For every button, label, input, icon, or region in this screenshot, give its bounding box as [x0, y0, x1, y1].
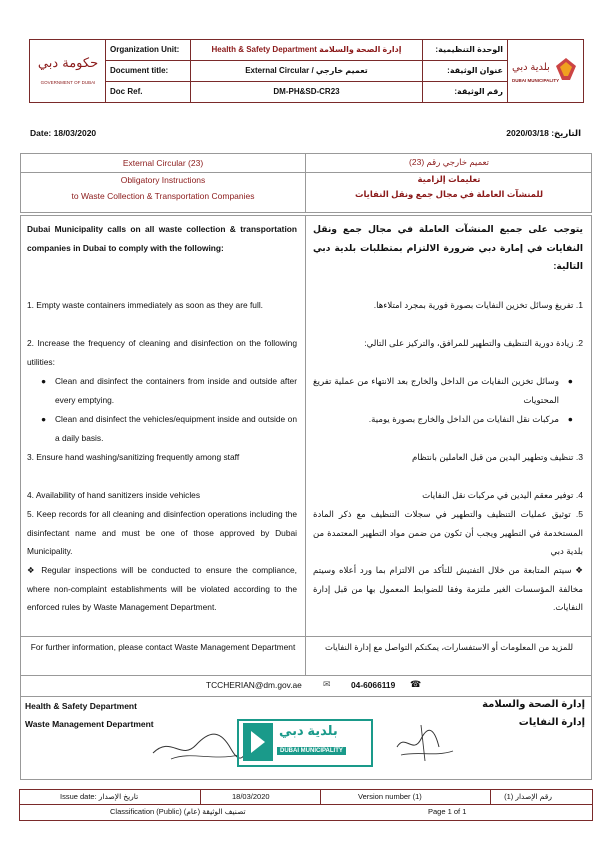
doc-title-label: Document title: [110, 66, 169, 75]
doc-ref-row [106, 82, 507, 102]
stamp-english: DUBAI MUNICIPALITY [277, 747, 346, 755]
phone-icon: ☎ [410, 679, 422, 689]
body-arabic-item4: 4. توفير معقم اليدين في مركبات نقل النفايات [422, 490, 583, 500]
signature-right [391, 721, 461, 765]
dept-arabic-health-safety: إدارة الصحة والسلامة [482, 699, 585, 710]
body-english-item4: 4. Availability of hand sanitizers inside vehicles [27, 490, 201, 500]
doc-title-row [106, 61, 507, 82]
body-english-item2a: ● Clean and disinfect the containers from inside and outside after every emptying. [27, 372, 297, 409]
title-arabic-line2: للمنشآت العاملة في مجال جمع ونقل النفايات [354, 189, 544, 199]
logo-left-english: GOVERNMENT OF DUBAI [40, 80, 96, 85]
government-of-dubai-logo [30, 40, 106, 102]
stamp-arabic: بلدية دبي [279, 723, 338, 738]
body-english-note: ❖ Regular inspections will be conducted to ensure the compliance, where non-complaint establishments will be violated according to the enforced rules by Waste Management Department. [27, 565, 297, 613]
footer-version-label: Version number (1) [358, 792, 422, 801]
bullet-icon: ● [41, 376, 47, 386]
doc-ref-value: DM-PH&SD-CR23 [273, 87, 340, 96]
date-arabic: التاريخ: 2020/03/18 [506, 128, 581, 138]
date-english: Date: 18/03/2020 [30, 128, 97, 138]
footer-issue-date-label: Issue date: تاريخ الإصدار [60, 792, 139, 801]
contact-row [20, 675, 592, 697]
contact-phone[interactable]: 04-6066119 [351, 680, 396, 690]
body-arabic-intro: يتوجب على جميع المنشآت العاملة في مجال جمع ونقل النفايات في إمارة دبي ضرورة الالتزام بمتطلبات بلدية دبي التالية: [313, 224, 583, 272]
footer-version-arabic: رقم الإصدار (1) [504, 792, 552, 801]
dept-english-health-safety: Health & Safety Department [25, 701, 137, 711]
body-arabic-item1: 1. تفريغ وسائل تخزين النفايات بصورة فورية بمجرد امتلاءها. [373, 300, 583, 310]
doc-title-value: External Circular / تعميم خارجي [245, 66, 368, 75]
body-english-item3: 3. Ensure hand washing/sanitizing frequently among staff [27, 452, 240, 462]
doc-title-arabic-label: عنوان الوثيقة: [447, 66, 503, 75]
further-info-arabic: للمزيد من المعلومات أو الاستفسارات، يمكنكم التواصل مع إدارة النفايات [324, 642, 574, 652]
logo-left-arabic: حكومة دبي [37, 56, 99, 71]
body-english-item2: 2. Increase the frequency of cleaning and disinfection on the following utilities: [27, 338, 297, 367]
bullet-icon: ● [567, 414, 573, 424]
org-unit-row [106, 40, 507, 61]
document-header [29, 39, 584, 103]
further-information [20, 636, 592, 676]
document-footer [19, 789, 593, 821]
title-english-circular: External Circular (23) [122, 158, 204, 168]
body-arabic-item2: 2. زيادة دورية التنظيف والتطهير للمرافق، والتركيز على التالي: [364, 338, 583, 348]
org-unit-value: Health & Safety Department إدارة الصحة والسلامة [211, 45, 402, 54]
body-arabic-item2b: ● مركبات نقل النفايات من الداخل والخارج بصورة يومية. [313, 410, 583, 429]
logo-right-english: DUBAI MUNICIPALITY [512, 78, 560, 83]
bullet-icon: ● [567, 376, 573, 386]
title-english [21, 154, 305, 212]
dept-arabic-waste: إدارة النفايات [518, 717, 585, 728]
title-arabic-line1: تعليمات إلزامية [417, 174, 481, 184]
logo-right-arabic: بلدية دبي [512, 62, 550, 73]
dm-emblem-icon [556, 58, 576, 80]
further-info-english: For further information, please contact Waste Management Department [30, 642, 296, 652]
title-arabic-circular: تعميم خارجي رقم (23) [409, 157, 489, 167]
body-arabic-item2a: ● وسائل تخزين النفايات من الداخل والخارج بعد الانتهاء من عملية تفريغ المحتويات [313, 372, 583, 409]
footer-page-number: Page 1 of 1 [428, 807, 467, 816]
title-english-line2: to Waste Collection & Transportation Companies [71, 191, 255, 201]
footer-issue-date-value: 18/03/2020 [232, 792, 270, 801]
footer-classification: Classification (Public) تصنيف الوثيقة (عام) [110, 807, 246, 816]
circular-title-box [20, 153, 592, 213]
org-unit-label: Organization Unit: [110, 45, 180, 54]
body-english-item2b: ● Clean and disinfect the vehicles/equipment inside and outside on a daily basis. [27, 410, 297, 447]
body-arabic-item3: 3. تنظيف وتطهير اليدين من قبل العاملين بانتظام [411, 452, 583, 462]
dubai-municipality-logo [507, 40, 583, 102]
signature-left [151, 725, 251, 765]
body-english-item5: 5. Keep records for all cleaning and disinfection operations including the disinfectant name and must be one of those approved by Dubai Municipality. [27, 509, 297, 557]
contact-email[interactable]: TCCHERIAN@dm.gov.ae [206, 680, 302, 690]
circular-body [20, 215, 592, 637]
dubai-municipality-stamp [237, 719, 373, 767]
mail-icon: ✉ [323, 679, 331, 689]
title-arabic [307, 154, 591, 212]
body-english-item1: 1. Empty waste containers immediately as soon as they are full. [27, 300, 264, 310]
title-english-line1: Obligatory Instructions [120, 175, 206, 185]
stamp-emblem-icon [243, 723, 273, 761]
body-arabic-note: ❖ سيتم المتابعة من خلال التفتيش للتأكد من الالتزام بما ورد أعلاه وسيتم مخالفة المؤسسات الغير ملتزمة وفقا للضوابط المعمول بها من قبل إدارة النفايات. [313, 565, 583, 613]
org-unit-arabic-label: الوحدة التنظيمية: [435, 45, 503, 54]
doc-ref-arabic-label: رقم الوثيقة: [454, 87, 503, 96]
bullet-icon: ● [41, 414, 47, 424]
body-english-intro: Dubai Municipality calls on all waste collection & transportation companies in Dubai to comply with the following: [27, 224, 297, 253]
doc-ref-label: Doc Ref. [110, 87, 143, 96]
dept-english-waste: Waste Management Department [25, 719, 154, 729]
body-arabic-item5: 5. توثيق عمليات التنظيف والتطهير في سجلات التنظيف مع ذكر المادة المستخدمة في التطهير ويجب أن تكون من ضمن مواد التطهير المعتمدة من بلدية دبي [313, 509, 583, 557]
departments-signature-area [20, 696, 592, 780]
